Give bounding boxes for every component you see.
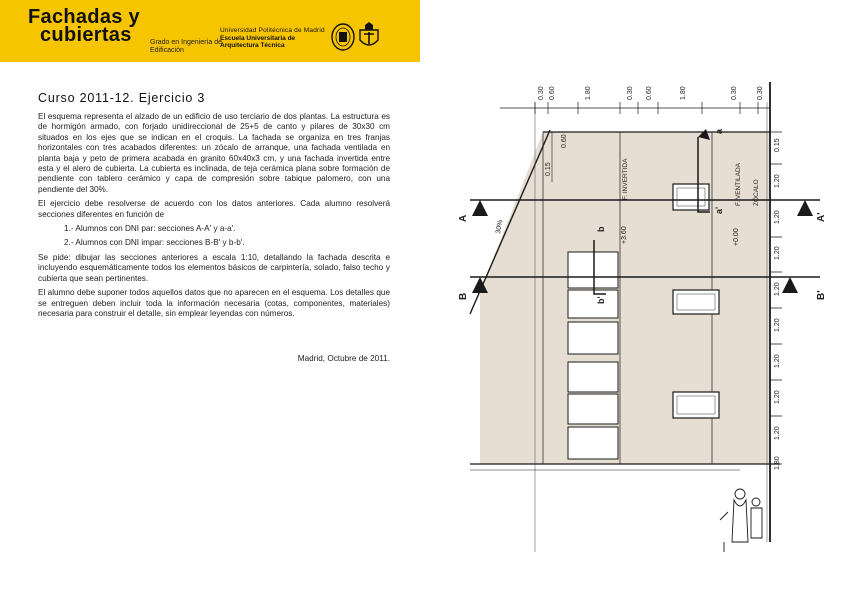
header-banner <box>0 0 420 62</box>
section-A-label: A <box>458 214 469 222</box>
university-block <box>220 27 328 50</box>
list-item-even-dni: 1.- Alumnos con DNI par: secciones A-A' y a-a'. <box>64 224 236 234</box>
right-dim-1: 0.15 <box>774 138 781 152</box>
paragraph-requirements: Se pide: dibujar las secciones anteriores a escala 1:10, detallando la fachada descrita e incluyendo esquemáticamente todos los elementos básicos de carpintería, solado, falso techo y cubierta que sean pertinentes. <box>38 252 390 283</box>
section-a-label: a <box>714 128 724 134</box>
top-dim-4: 0.30 <box>627 86 634 100</box>
upm-seal-icon <box>330 22 356 52</box>
level-ground: +0.00 <box>733 228 740 246</box>
window-strip-6 <box>568 427 618 459</box>
paragraph-assumptions: El alumno debe suponer todos aquellos datos que no aparecen en el esquema. Los detalles que se entreguen deben incluir toda la información necesaria (cotas, componentes, materiales) necesaria para construir el detalle, sin emplear leyendas con números. <box>38 288 390 318</box>
label-plinth: ZÓCALO <box>753 179 760 206</box>
exercise-statement <box>38 112 390 323</box>
school-line-2: Arquitectura Técnica <box>220 42 285 49</box>
level-upper: +3.60 <box>621 226 628 244</box>
right-dim-4: 1.20 <box>774 246 781 260</box>
roof-slope-label: 30% <box>495 219 505 235</box>
right-dim-10: 1.80 <box>774 456 781 470</box>
window-strip-3 <box>568 322 618 354</box>
top-dim-3: 1.80 <box>585 86 592 100</box>
window-strip-5 <box>568 394 618 424</box>
label-facade-ventilated: F. VENTILADA <box>735 163 742 206</box>
paragraph-description: El esquema representa el alzado de un edificio de uso terciario de dos plantas. La estructura es de hormigón armado, con forjado unidireccional de 25+5 de canto y pilares de 30x30 cm situados en los ejes que se indican en el croquis. La fachada se organiza en tres franjas horizontales con tres acabados diferentes: un zócalo de arranque, una fachada ventilada en planta baja y peto de primera acabada en granito 60x40x3 cm, y una fachada invertida entre esta y el alero de cubierta. La cubierta es inclinada, de teja cerámica plana sobre formación de pendiente con tablero cerámico y capa de compresión sobre tabique palomero, con una pendiente del 30%. <box>38 112 390 194</box>
people-sketch-icon <box>720 489 762 552</box>
facade-elevation-sketch <box>440 72 848 600</box>
window-strip-4 <box>568 362 618 392</box>
university-name: Universidad Politécnica de Madrid <box>220 27 325 34</box>
section-A2-label: A' <box>816 212 827 222</box>
right-dim-6: 1.20 <box>774 318 781 332</box>
top-dim-2: 0.60 <box>549 86 556 100</box>
left-dim-2: 0.15 <box>545 162 552 176</box>
brand-logo <box>28 6 222 58</box>
right-dim-2: 1.20 <box>774 174 781 188</box>
right-dim-3: 1.20 <box>774 210 781 224</box>
list-item-odd-dni: 2.- Alumnos con DNI impar: secciones B-B' y b-b'. <box>64 238 245 248</box>
right-dim-7: 1.20 <box>774 354 781 368</box>
section-B-label: B <box>458 292 469 300</box>
window-middle <box>673 290 719 314</box>
right-dim-9: 1.20 <box>774 426 781 440</box>
top-dim-6: 1.80 <box>680 86 687 100</box>
right-dim-8: 1.20 <box>774 390 781 404</box>
brand-line-2: cubiertas <box>40 24 132 46</box>
top-dim-1: 0.30 <box>538 86 545 100</box>
top-dim-8: 0.30 <box>757 86 764 100</box>
signature-date: Madrid, Octubre de 2011. <box>297 354 390 363</box>
left-dim-1: 0.60 <box>561 134 568 148</box>
section-a2-label: a' <box>714 206 724 214</box>
top-dim-7: 0.30 <box>731 86 738 100</box>
section-b-label: b <box>596 226 606 232</box>
right-dim-5: 1.20 <box>774 282 781 296</box>
exercise-title: Curso 2011-12. Ejercicio 3 <box>38 91 206 105</box>
paragraph-instructions: El ejercicio debe resolverse de acuerdo con los datos anteriores. Cada alumno resolverá secciones diferentes en función de <box>38 199 390 219</box>
label-facade-inverted: F. INVERTIDA <box>622 158 629 200</box>
school-line-1: Escuela Universitaria de <box>220 34 296 42</box>
brand-subtitle: Grado en Ingeniería de Edificación <box>150 39 222 54</box>
window-strip-2 <box>568 290 618 318</box>
brand-line-1: Fachadas y <box>28 6 140 28</box>
top-dim-5: 0.60 <box>646 86 653 100</box>
section-b2-label: b' <box>596 296 606 304</box>
school-seal-icon <box>356 22 382 52</box>
section-B2-label: B' <box>816 290 827 300</box>
window-strip-1 <box>568 252 618 288</box>
